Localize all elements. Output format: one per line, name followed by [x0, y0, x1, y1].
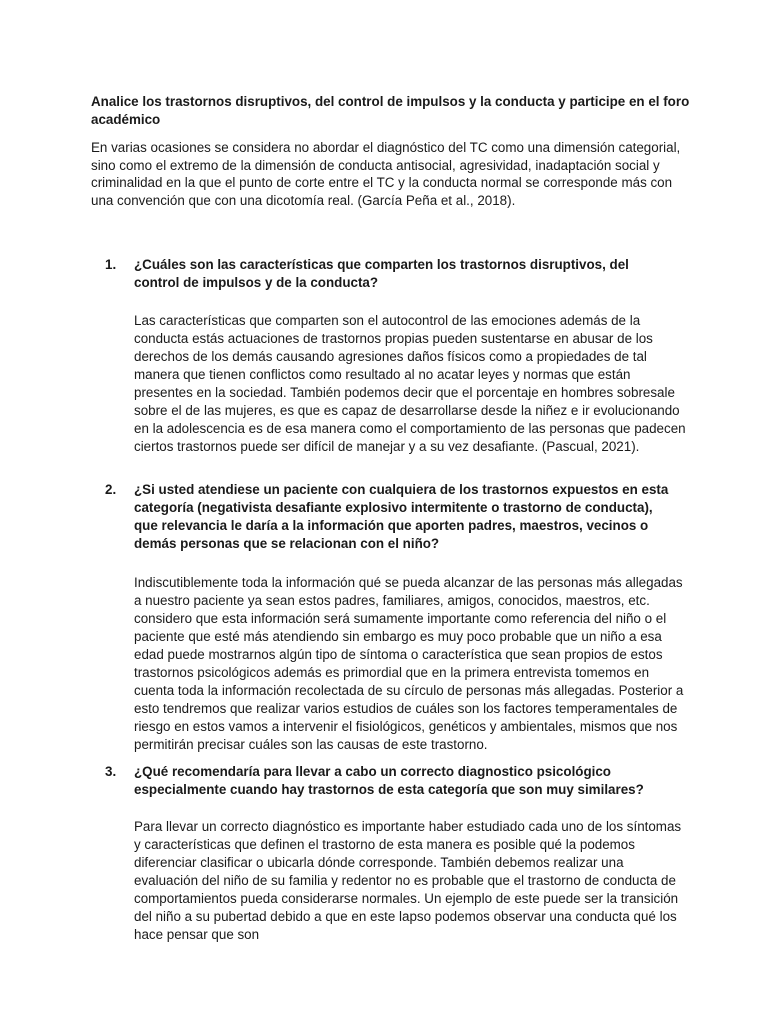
question-2-number: 2.: [105, 482, 117, 497]
question-2-text: ¿Si usted atendiese un paciente con cualquiera de los trastornos expuestos en esta categoría (negativista desafiante explosivo intermitente o trastorno de conducta), que relevancia le daría a la información que aporten padres, maestros, vecinos o demás personas que se relacionan con el niño?: [134, 482, 669, 551]
answer-3-paragraph: Para llevar un correcto diagnóstico es importante haber estudiado cada uno de los síntomas y características que definen el trastorno de esta manera es posible qué la podemos diferenciar clasificar o ubicarla dónde corresponde. También debemos realizar una evaluación del niño de su familia y redentor no es probable que el trastorno de conducta de comportamientos pueda considerarse normales. Un ejemplo de este puede ser la transición del niño a su pubertad debido a que en este lapso podemos observar una conducta qué los hace pensar que son: [134, 819, 682, 942]
intro-paragraph: En varias ocasiones se considera no abordar el diagnóstico del TC como una dimensión categorial, sino como el extremo de la dimensión de conducta antisocial, agresividad, inadaptación social y criminalidad en la que el punto de corte entre el TC y la conducta normal se corresponde más con una convención que con una dicotomía real. (García Peña et al., 2018).: [91, 140, 681, 209]
answer-1-paragraph: Las características que comparten son el autocontrol de las emociones además de la conducta estás actuaciones de trastornos propias pueden sustentarse en abusar de los derechos de los demás causando agresiones daños físicos como a propiedades de tal manera que tienen conflictos como resultado al no acatar leyes y normas que están presentes en la sociedad. También podemos decir que el porcentaje en hombres sobresale sobre el de las mujeres, es que es capaz de desarrollarse desde la niñez e ir evolucionando en la adolescencia es de esa manera como el comportamiento de las personas que padecen ciertos trastornos puede ser difícil de manejar y a su vez desafiante. (Pascual, 2021).: [134, 313, 686, 454]
answer-2-paragraph: Indiscutiblemente toda la información qué se pueda alcanzar de las personas más allegadas a nuestro paciente ya sean estos padres, familiares, amigos, conocidos, maestros, etc. considero que esta información será sumamente importante como referencia del niño o el paciente que esté más atendiendo sin embargo es muy poco probable que un niño a esa edad puede mostrarnos algún tipo de síntoma o característica que sean propios de estos trastornos psicológicos además es primordial que en la primera entrevista tomemos en cuenta toda la información recolectada de su círculo de personas más allegadas. Posterior a esto tendremos que realizar varios estudios de cuáles son los factores temperamentales de riesgo en estos vamos a intervenir el fisiológicos, genéticos y ambientales, mismos que nos permitirán precisar cuáles son las causas de este trastorno.: [134, 575, 684, 752]
document-title: Analice los trastornos disruptivos, del control de impulsos y la conducta y participe en el foro académico: [91, 94, 690, 127]
question-1-number: 1.: [105, 257, 117, 272]
question-1-text: ¿Cuáles son las características que comparten los trastornos disruptivos, del control de impulsos y de la conducta?: [134, 257, 629, 290]
question-3-text: ¿Qué recomendaría para llevar a cabo un correcto diagnostico psicológico especialmente cuando hay trastornos de esta categoría que son muy similares?: [134, 764, 644, 797]
question-3-number: 3.: [105, 764, 117, 779]
